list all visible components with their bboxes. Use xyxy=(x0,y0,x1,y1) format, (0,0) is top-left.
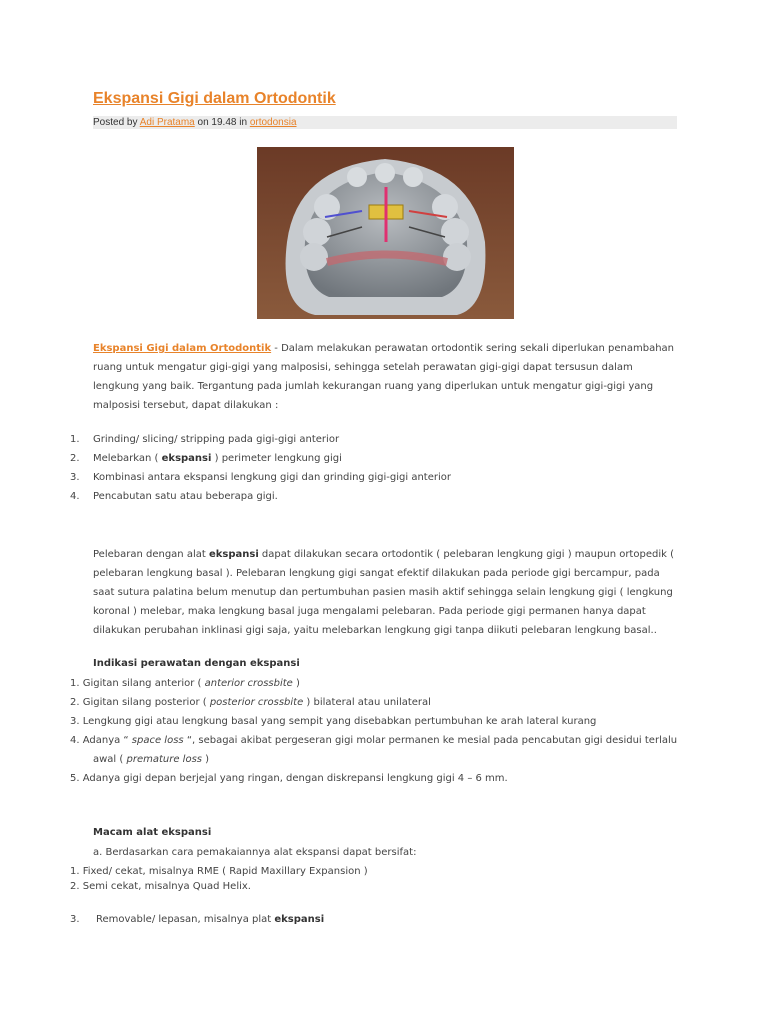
author-link[interactable]: Adi Pratama xyxy=(139,117,195,128)
intro-link[interactable]: Ekspansi Gigi dalam Ortodontik xyxy=(93,343,272,354)
meta-time: on 19.48 in xyxy=(197,117,248,128)
indikasi-item-5: 5. Adanya gigi depan berjejal yang ringan, dengan diskrepansi lengkung gigi 4 – 6 mm. xyxy=(70,773,508,784)
orthodontic-appliance-photo xyxy=(257,147,514,319)
expansion-paragraph: Pelebaran dengan alat ekspansi dapat dilakukan secara ortodontik ( pelebaran lengkung gigi ) maupun ortopedik ( pelebaran lengkung basal ). Pelebaran lengkung gigi sangat efektif dilakukan pada periode gigi bercampur, pada saat sutura palatina belum menutup dan pertumbuhan pasien masih aktif sehingga selain lengkung gigi ( lengkung koronal ) melebar, maka lengkung basal juga mengalami pelebaran. Pada periode gigi permanen hanya dapat dilakukan perubahan inklinasi gigi saja, yaitu melebarkan lengkung gigi tanpa diikuti pelebaran lengkung basal.. xyxy=(93,549,674,636)
indikasi-item-4: 4. Adanya “ space loss “, sebagai akibat pergeseran gigi molar permanen ke mesial pada pencabutan gigi desidui terlalu xyxy=(70,735,678,746)
list1-item-2: Melebarkan ( ekspansi ) perimeter lengkung gigi xyxy=(93,453,342,464)
macam-num-3: 3. xyxy=(70,914,80,925)
macam-item-2: 2. Semi cekat, misalnya Quad Helix. xyxy=(70,881,251,892)
post-meta xyxy=(93,116,677,129)
meta-prefix: Posted by xyxy=(93,117,138,128)
list1-num-2: 2. xyxy=(70,453,80,464)
category-link[interactable]: ortodonsia xyxy=(249,117,297,128)
post-title[interactable]: Ekspansi Gigi dalam Ortodontik xyxy=(93,90,336,107)
indikasi-heading: Indikasi perawatan dengan ekspansi xyxy=(93,658,300,669)
indikasi-item-2: 2. Gigitan silang posterior ( posterior crossbite ) bilateral atau unilateral xyxy=(70,697,431,708)
macam-heading: Macam alat ekspansi xyxy=(93,827,212,838)
indikasi-item-3: 3. Lengkung gigi atau lengkung basal yang sempit yang disebabkan pertumbuhan ke arah lateral kurang xyxy=(70,716,597,727)
indikasi-item-1: 1. Gigitan silang anterior ( anterior crossbite ) xyxy=(70,678,300,689)
list1-num-1: 1. xyxy=(70,434,80,445)
intro-text: - Dalam melakukan perawatan ortodontik sering sekali diperlukan penambahan ruang untuk mengatur gigi-gigi yang malposisi, sehingga setelah perawatan gigi-gigi dapat tersusun dalam lengkung yang baik. Tergantung pada jumlah kekurangan ruang yang diperlukan untuk mengatur gigi-gigi yang malposisi tersebut, dapat dilakukan : xyxy=(93,343,675,411)
list1-num-3: 3. xyxy=(70,472,80,483)
list1-num-4: 4. xyxy=(70,491,80,502)
list1-item-3: Kombinasi antara ekspansi lengkung gigi dan grinding gigi-gigi anterior xyxy=(93,472,451,483)
macam-sub: a. Berdasarkan cara pemakaiannya alat ekspansi dapat bersifat: xyxy=(93,847,417,858)
macam-item-1: 1. Fixed/ cekat, misalnya RME ( Rapid Maxillary Expansion ) xyxy=(70,866,368,877)
indikasi-item-4-cont: awal ( premature loss ) xyxy=(93,754,210,765)
intro-paragraph xyxy=(93,339,678,415)
macam-item-3: Removable/ lepasan, misalnya plat ekspansi xyxy=(96,914,325,925)
list1-item-1: Grinding/ slicing/ stripping pada gigi-gigi anterior xyxy=(93,434,340,445)
list1-item-4: Pencabutan satu atau beberapa gigi. xyxy=(93,491,278,502)
